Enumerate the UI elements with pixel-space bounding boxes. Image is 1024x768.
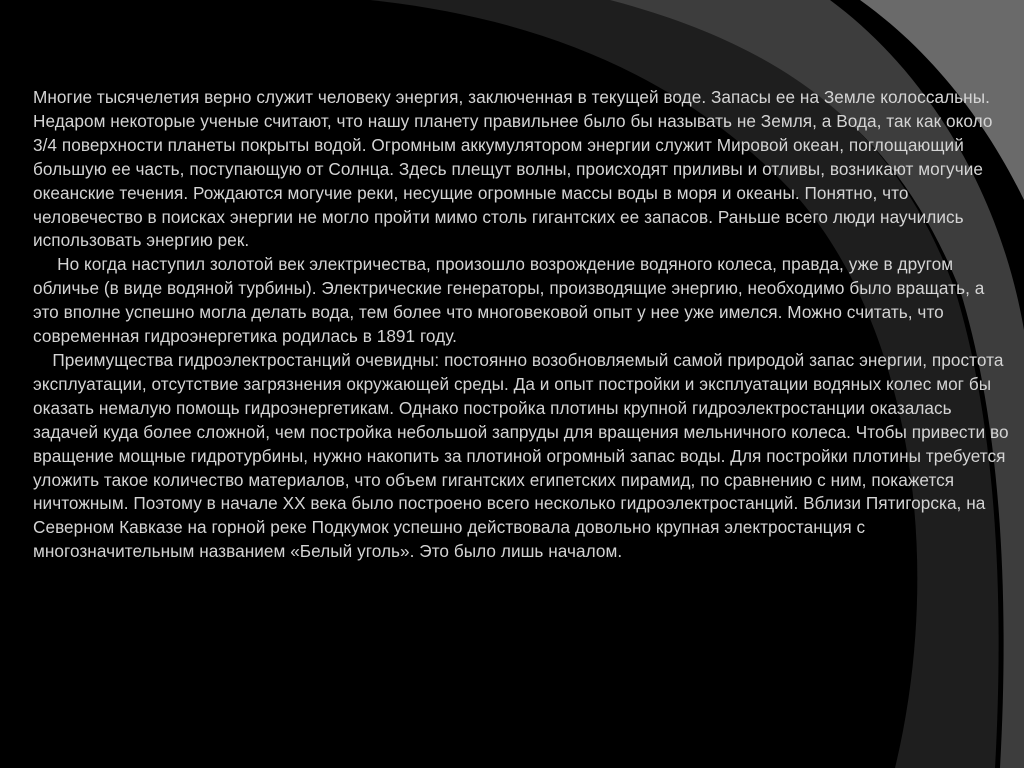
paragraph-2: Но когда наступил золотой век электричества, произошло возрождение водяного колеса, правда, уже в другом обличье (в виде водяной турбины). Электрические генераторы, производящие энергию, необходимо было вращать, а это вполне успешно могла делать вода, тем более что многовековой опыт у нее уже имелся. Можно считать, что современная гидроэнергетика родилась в 1891 году. (33, 254, 990, 347)
paragraph-3: Преимущества гидроэлектростанций очевидны: постоянно возобновляемый самой природой запас энергии, простота эксплуатации, отсутствие загрязнения окружающей среды. Да и опыт постройки и эксплуатации водяных колес мог бы оказать немалую помощь гидроэнергетикам. Однако постройка плотины крупной гидроэлектростанции оказалась задачей куда более сложной, чем постройка небольшой запруды для вращения мельничного колеса. Чтобы привести во вращение мощные гидротурбины, нужно накопить за плотиной огромный запас воды. Для постройки плотины требуется уложить такое количество материалов, что объем гигантских египетских пирамид, по сравнению с ним, покажется ничтожным. Поэтому в начале XX века было построено всего несколько гидроэлектростанций. Вблизи Пятигорска, на Северном Кавказе на горной реке Подкумок успешно действовала довольно крупная электростанция с многозначительным названием «Белый уголь». Это было лишь началом. (33, 349, 1014, 562)
text-body (33, 86, 1013, 564)
paragraph-1: Многие тысячелетия верно служит человеку энергия, заключенная в текущей воде. Запасы ее на Земле колоссальны. Недаром некоторые ученые считают, что нашу планету правильнее было бы называть не Земля, а Вода, так как около 3/4 поверхности планеты покрыты водой. Огромным аккумулятором энергии служит Мировой океан, поглощающий большую ее часть, поступающую от Солнца. Здесь плещут волны, происходят приливы и отливы, возникают могучие океанские течения. Рождаются могучие реки, несущие огромные массы воды в моря и океаны. Понятно, что человечество в поисках энергии не могло пройти мимо столь гигантских ее запасов. Раньше всего люди научились использовать энергию рек. (33, 87, 993, 251)
